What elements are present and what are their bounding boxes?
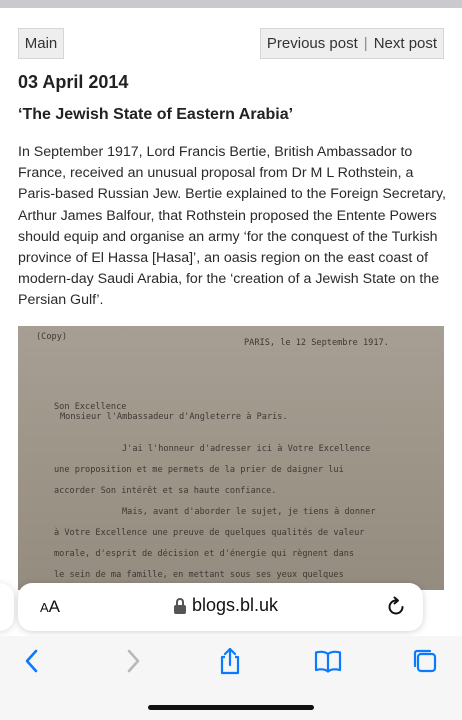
doc-line: le sein de ma famille, en mettant sous ses yeux quelques — [54, 570, 344, 580]
previous-tab-preview[interactable] — [0, 583, 14, 631]
doc-line: une proposition et me permets de la prier de daigner lui — [54, 465, 344, 475]
doc-line: Mais, avant d'aborder le sujet, je tiens à donner — [122, 507, 376, 517]
previous-post-link[interactable]: Previous post — [266, 35, 358, 52]
post-date: 03 April 2014 — [18, 72, 129, 92]
pager-separator: | — [363, 35, 368, 52]
home-indicator — [148, 705, 314, 710]
url-text[interactable]: blogs.bl.uk — [192, 595, 279, 615]
post-title: ‘The Jewish State of Eastern Arabia’ — [18, 106, 294, 123]
chevron-left-icon[interactable] — [18, 646, 48, 676]
post-navigation — [18, 28, 444, 59]
bottom-toolbar — [0, 636, 462, 720]
doc-line: à Votre Excellence une preuve de quelques qualités de valeur — [54, 528, 365, 538]
text-size-big-a: A — [48, 597, 61, 616]
doc-line: morale, d'esprit de décision et d'énergie qui règnent dans — [54, 549, 355, 559]
book-icon[interactable] — [313, 646, 343, 676]
address-bar[interactable] — [18, 583, 423, 631]
doc-copy-mark: (Copy) — [36, 332, 68, 342]
doc-place-date: PARIS, le 12 Septembre 1917. — [244, 338, 389, 348]
reload-icon[interactable] — [385, 596, 407, 618]
doc-line: accorder Son intérêt et sa haute confiance. — [54, 486, 277, 496]
text-size-small-a: A — [40, 600, 49, 615]
text-size-button[interactable] — [40, 597, 60, 617]
top-strip — [0, 0, 462, 8]
post-pager — [260, 28, 444, 59]
chevron-right-icon[interactable] — [118, 646, 148, 676]
document-image — [18, 326, 444, 590]
tabs-icon[interactable] — [410, 646, 440, 676]
post-body: In September 1917, Lord Francis Bertie, British Ambassador to France, received an unusual proposal from Dr M L Rothstein, a Paris-based Russian Jew. Bertie explained to the Foreign Secretary, Arthur James Balfour, that Rothstein proposed the Entente Powers should equip and organise an army ‘for the conquest of the Turkish province of El Hassa [Hasa]’, an oasis region on the east coast of modern-day Saudi Arabia, for the ‘creation of a Jewish State on the Persian Gulf’. — [18, 144, 446, 309]
doc-salutation-1: Son Excellence — [54, 402, 127, 412]
doc-line: J'ai l'honneur d'adresser ici à Votre Excellence — [122, 444, 371, 454]
next-post-link[interactable]: Next post — [373, 35, 438, 52]
main-button[interactable]: Main — [18, 28, 64, 59]
lock-icon — [174, 598, 186, 614]
doc-salutation-2: Monsieur l'Ambassadeur d'Angleterre à Paris. — [60, 412, 288, 422]
share-icon[interactable] — [215, 646, 245, 676]
